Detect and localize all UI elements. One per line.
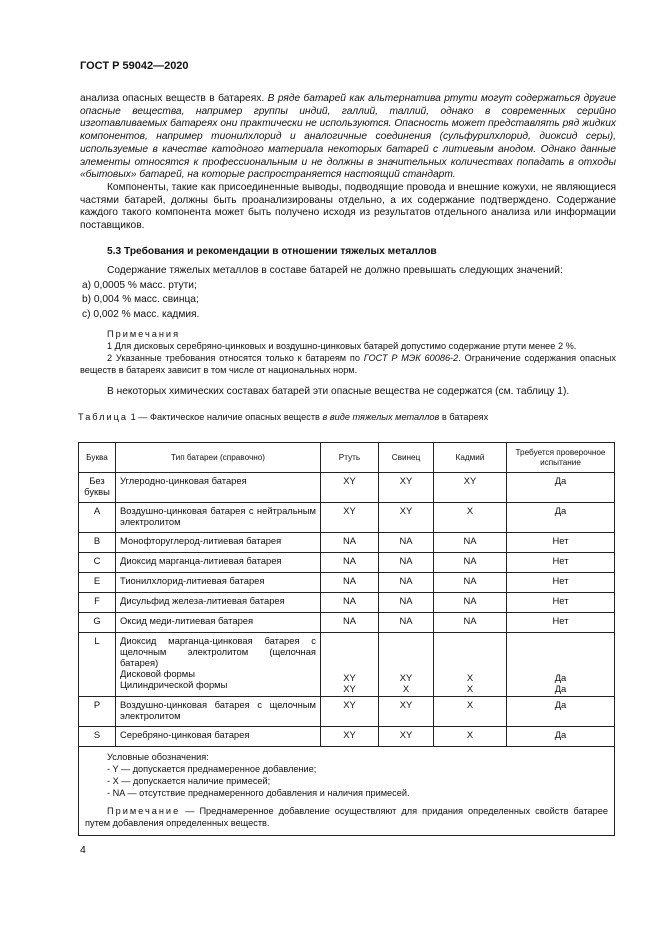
value: XY: [343, 683, 356, 694]
cell-letter: C: [79, 553, 116, 573]
cell-cadmium: NA: [434, 533, 507, 553]
table-legend-row: [79, 747, 615, 836]
table-row: [79, 697, 615, 727]
cell-type: Тионилхлорид-литиевая батарея: [116, 573, 321, 593]
standard-reference: ГОСТ Р МЭК 60086-2: [363, 353, 459, 364]
caption-text: в батареях: [439, 412, 489, 423]
value: X: [466, 683, 474, 694]
cell-lead: NA: [379, 553, 434, 573]
caption-label: Таблица: [78, 412, 129, 423]
cell-mercury: XY: [321, 503, 379, 533]
header-cadmium: Кадмий: [434, 443, 507, 473]
cell-cadmium: X: [434, 503, 507, 533]
subtype-text: Цилиндрической формы: [120, 679, 228, 690]
paragraph-limits: Содержание тяжелых металлов в составе батарей не должно превышать следующих значений:: [107, 265, 563, 277]
cell-lead: NA: [379, 593, 434, 613]
paragraph-table-ref: В некоторых химических составах батарей эти опасные вещества не содержатся (см. таблицу 1).: [107, 386, 570, 398]
cell-type: Диоксид марганца-литиевая батарея: [116, 553, 321, 573]
cell-letter: Без буквы: [79, 473, 116, 503]
type-text: Диоксид марганца-цинковая батарея с щелочным электролитом (щелочная батарея): [120, 635, 316, 668]
cell-lead: NA: [379, 613, 434, 633]
caption-italic: в виде тяжелых металлов: [322, 412, 440, 423]
cell-mercury: [321, 633, 379, 697]
value: X: [466, 672, 474, 683]
cell-letter: G: [79, 613, 116, 633]
subtype-text: Дисковой формы: [120, 668, 195, 679]
cell-lead: XY: [379, 697, 434, 727]
cell-type: Дисульфид железа-литиевая батарея: [116, 593, 321, 613]
paragraph-hazardous-substances: [80, 93, 616, 182]
cell-letter: S: [79, 727, 116, 747]
cell-test: Нет: [507, 613, 615, 633]
header-letter: Буква: [79, 443, 116, 473]
table-caption: [78, 411, 616, 424]
caption-text: 1 — Фактическое наличие опасных веществ: [128, 412, 323, 423]
legend-item: - NA — отсутствие преднамеренного добавления и наличия примесей.: [107, 788, 410, 798]
cell-mercury: NA: [321, 613, 379, 633]
table-row: [79, 593, 615, 613]
cell-test: Нет: [507, 593, 615, 613]
paragraph-text: анализа опасных веществ в батареях.: [80, 93, 268, 104]
legend-title: Условные обозначения:: [107, 752, 209, 762]
cell-test: Да: [507, 473, 615, 503]
header-type: Тип батареи (справочно): [116, 443, 321, 473]
header-lead: Свинец: [379, 443, 434, 473]
cell-type: Углеродно-цинковая батарея: [116, 473, 321, 503]
cell-lead: [379, 633, 434, 697]
table-row: [79, 553, 615, 573]
cell-cadmium: X: [434, 727, 507, 747]
cell-letter: P: [79, 697, 116, 727]
table-row: [79, 573, 615, 593]
value: XY: [399, 672, 413, 683]
cell-letter: F: [79, 593, 116, 613]
cell-mercury: XY: [321, 727, 379, 747]
section-heading: 5.3 Требования и рекомендации в отношении тяжелых металлов: [107, 245, 437, 257]
cell-mercury: NA: [321, 593, 379, 613]
header-test-required: Требуется проверочное испытание: [507, 443, 615, 473]
cell-cadmium: X: [434, 697, 507, 727]
cell-lead: XY: [379, 473, 434, 503]
cell-lead: NA: [379, 533, 434, 553]
cell-test: Нет: [507, 573, 615, 593]
notes: [80, 328, 616, 376]
cell-cadmium: [434, 633, 507, 697]
cell-test: Нет: [507, 553, 615, 573]
cell-mercury: XY: [321, 473, 379, 503]
cell-type: Монофторуглерод-литиевая батарея: [116, 533, 321, 553]
paragraph-italic-text: В ряде батарей как альтернатива ртути могут содержаться другие опасные вещества, например группы индий, галлий, таллий, однако в современных серийно изготавливаемых батареях они практически не используются. Опасность может представлять ряд жидких компонентов, например тионилхлорид и аналогичные соединения (сульфурилхлорид, диоксид серы), используемые в качестве катодного материала некоторых батарей с литиевым анодом. Однако данные элементы относятся к профессиональным и не должны в значительных количествах попадать в отходы «бытовых» батарей, на которые распространяется настоящий стандарт.: [80, 93, 616, 181]
cell-test: Да: [507, 503, 615, 533]
cell-letter: E: [79, 573, 116, 593]
note-text: 2 Указанные требования относятся только к батареям по: [107, 353, 364, 364]
cell-letter: A: [79, 503, 116, 533]
legend-item: - Y — допускается преднамеренное добавление;: [107, 764, 317, 774]
value: XY: [343, 672, 356, 683]
cell-mercury: NA: [321, 533, 379, 553]
table-row: [79, 633, 615, 697]
cell-type: Воздушно-цинковая батарея с нейтральным электролитом: [116, 503, 321, 533]
cell-test: Да: [507, 697, 615, 727]
list-item: a) 0,0005 % масс. ртути;: [82, 279, 197, 291]
cell-test: Нет: [507, 533, 615, 553]
cell-lead: NA: [379, 573, 434, 593]
value: Да: [554, 672, 567, 683]
cell-mercury: NA: [321, 573, 379, 593]
cell-cadmium: NA: [434, 573, 507, 593]
page-number: 4: [80, 844, 86, 856]
cell-cadmium: NA: [434, 613, 507, 633]
cell-type: Оксид меди-литиевая батарея: [116, 613, 321, 633]
cell-lead: XY: [379, 503, 434, 533]
cell-cadmium: NA: [434, 593, 507, 613]
cell-letter: L: [79, 633, 116, 697]
table-row: [79, 727, 615, 747]
table-row: [79, 473, 615, 503]
list-item: c) 0,002 % масс. кадмия.: [82, 308, 200, 320]
cell-mercury: XY: [321, 697, 379, 727]
cell-type: Серебряно-цинковая батарея: [116, 727, 321, 747]
value: Да: [554, 683, 567, 694]
document-header: ГОСТ Р 59042—2020: [80, 60, 189, 72]
table-row: [79, 613, 615, 633]
note-1: 1 Для дисковых серебряно-цинковых и воздушно-цинковых батарей допустимо содержание ртути менее 2 %.: [107, 341, 577, 352]
note-text: — Преднамеренное добавление осуществляют для придания определенных свойств батарее путем добавления определенных веществ.: [85, 806, 608, 828]
table-header-row: [79, 443, 615, 473]
cell-type: [116, 633, 321, 697]
table-legend: [79, 747, 615, 836]
note-label: Примечание: [107, 806, 181, 816]
cell-cadmium: XY: [434, 473, 507, 503]
cell-test: [507, 633, 615, 697]
notes-title: Примечания: [107, 329, 181, 340]
cell-mercury: NA: [321, 553, 379, 573]
cell-cadmium: NA: [434, 553, 507, 573]
cell-test: Да: [507, 727, 615, 747]
legend-item: - X — допускается наличие примесей;: [107, 776, 271, 786]
list-item: b) 0,004 % масс. свинца;: [82, 294, 199, 306]
hazardous-substances-table: [78, 442, 615, 836]
note-2: [80, 352, 616, 376]
table-note: [85, 805, 608, 829]
header-mercury: Ртуть: [321, 443, 379, 473]
paragraph-components: Компоненты, такие как присоединенные выводы, подводящие провода и внешние кожухи, не являющиеся частями батарей, должны быть проанализированы отдельно, а их содержание подтверждено. Содержание каждого такого компонента может быть получено исходя из результатов отдельного анализа или информации поставщиков.: [80, 181, 616, 232]
document-body: [80, 93, 616, 424]
table-row: [79, 533, 615, 553]
note-text: . Ограничение содержания опасных веществ в батареях зависит в том числе от национальных норм.: [80, 353, 616, 376]
value: X: [402, 683, 410, 694]
cell-letter: B: [79, 533, 116, 553]
limits-list: [80, 279, 616, 323]
table-row: [79, 503, 615, 533]
cell-lead: XY: [379, 727, 434, 747]
cell-type: Воздушно-цинковая батарея с щелочным электролитом: [116, 697, 321, 727]
